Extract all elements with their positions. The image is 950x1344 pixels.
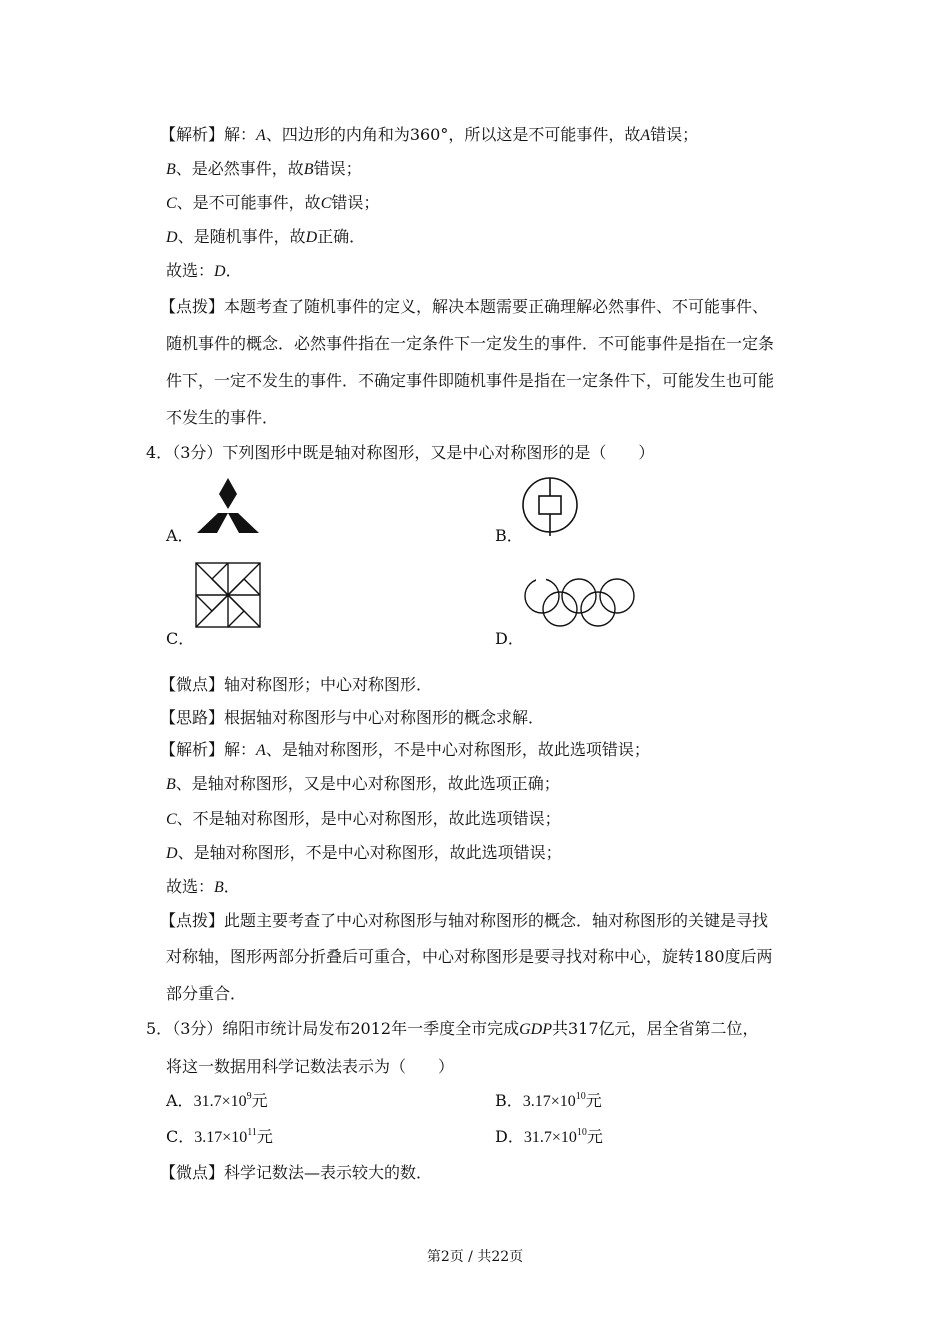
q5-option-a: A．$31.7\times 10^9$元 — [166, 1091, 268, 1110]
q4-tip-line-3: 部分重合． — [166, 984, 247, 1003]
q5-stem-line-2: 将这一数据用科学记数法表示为（ ） — [166, 1057, 455, 1076]
q4-figure-a-diamonds — [195, 476, 261, 536]
q4-option-b-label: B． — [495, 526, 523, 545]
q4-figure-d-olympic-rings — [522, 574, 640, 632]
q5-option-c: C．$3.17\times 10^{11}$元 — [166, 1127, 273, 1146]
q4-stem: 4．（3分）下列图形中既是轴对称图形，又是中心对称图形的是（ ） — [146, 443, 655, 462]
q5-stem-line-1: 5．（3分）绵阳市统计局发布2012年一季度全市完成GDP共317亿元，居全省第二位， — [146, 1019, 759, 1038]
q4-option-b-line: B、是轴对称图形，又是中心对称图形，故此选项正确； — [166, 774, 560, 793]
q4-option-c-line: C、不是轴对称图形，是中心对称图形，故此选项错误； — [166, 809, 561, 828]
q4-figure-c-pinwheel — [193, 560, 263, 630]
q5-option-d: D．$31.7\times 10^{10}$元 — [495, 1127, 603, 1146]
q4-tip-line-2: 对称轴，图形两部分折叠后可重合，中心对称图形是要寻找对称中心，旋转180度后两 — [166, 947, 773, 966]
q4-analysis-line: 【解析】解：A、是轴对称图形，不是中心对称图形，故此选项错误； — [160, 740, 650, 759]
q4-option-a-label: A． — [166, 526, 194, 545]
q4-idea: 【思路】根据轴对称图形与中心对称图形的概念求解． — [160, 708, 545, 727]
q3-option-c-line: C、是不可能事件，故C错误； — [166, 193, 380, 212]
q4-point: 【微点】轴对称图形；中心对称图形． — [160, 675, 433, 694]
q5-point: 【微点】科学记数法—表示较大的数． — [160, 1163, 433, 1182]
q4-figure-b-coin — [519, 474, 583, 538]
q3-tip-line-4: 不发生的事件． — [166, 408, 279, 427]
q4-option-c-label: C． — [166, 629, 195, 648]
q3-analysis-line: 【解析】解：A、四边形的内角和为360°，所以这是不可能事件，故A错误； — [160, 125, 699, 144]
q3-tip-line-1: 【点拨】本题考查了随机事件的定义，解决本题需要正确理解必然事件、不可能事件、 — [160, 297, 769, 316]
q3-option-b-line: B、是必然事件，故B错误； — [166, 159, 362, 178]
q5-option-b: B．$3.17\times 10^{10}$元 — [495, 1091, 602, 1110]
q3-option-d-line: D、是随机事件，故D正确． — [166, 227, 366, 246]
q3-tip-line-2: 随机事件的概念．必然事件指在一定条件下一定发生的事件．不可能事件是指在一定条 — [166, 334, 775, 353]
page-footer: 第2页 / 共22页 — [426, 1249, 524, 1265]
q4-option-d-line: D、是轴对称图形，不是中心对称图形，故此选项错误； — [166, 843, 562, 862]
q4-option-d-label: D． — [495, 629, 524, 648]
q3-tip-line-3: 件下，一定不发生的事件．不确定事件即随机事件是指在一定条件下，可能发生也可能 — [166, 371, 775, 390]
q4-tip-line-1: 【点拨】此题主要考查了中心对称图形与轴对称图形的概念．轴对称图形的关键是寻找 — [160, 911, 769, 930]
q4-answer: 故选：B． — [166, 877, 240, 896]
q3-answer: 故选：D． — [166, 261, 242, 280]
